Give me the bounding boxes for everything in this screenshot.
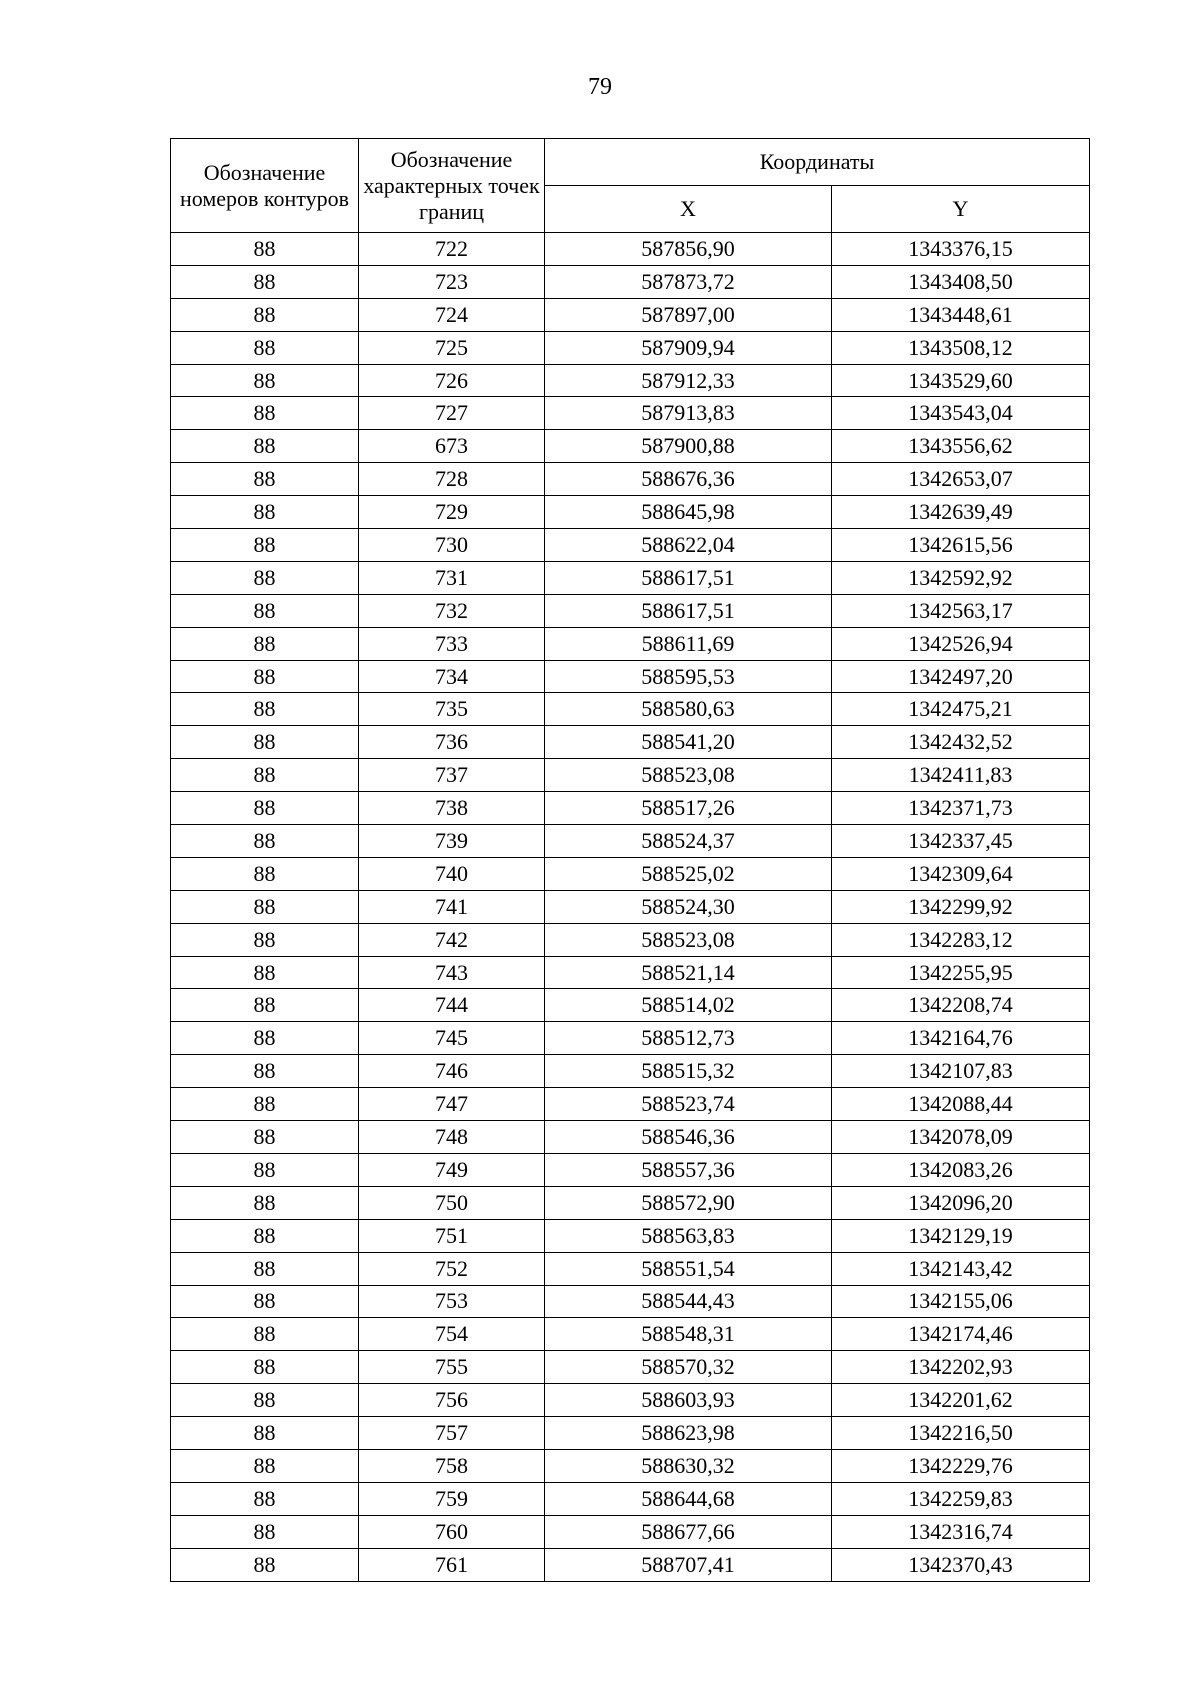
- cell-y: 1342255,95: [832, 956, 1090, 989]
- table-row: [171, 890, 1090, 923]
- cell-contour: 88: [171, 1351, 359, 1384]
- cell-y: 1343529,60: [832, 364, 1090, 397]
- cell-point: 754: [359, 1318, 545, 1351]
- cell-x: 588630,32: [545, 1449, 832, 1482]
- cell-y: 1342337,45: [832, 825, 1090, 858]
- cell-y: 1342229,76: [832, 1449, 1090, 1482]
- cell-point: 752: [359, 1252, 545, 1285]
- cell-point: 747: [359, 1088, 545, 1121]
- cell-point: 742: [359, 923, 545, 956]
- cell-y: 1342371,73: [832, 792, 1090, 825]
- table-row: [171, 1088, 1090, 1121]
- cell-x: 588603,93: [545, 1384, 832, 1417]
- table-row: [171, 265, 1090, 298]
- cell-y: 1342432,52: [832, 726, 1090, 759]
- cell-contour: 88: [171, 1285, 359, 1318]
- cell-x: 588677,66: [545, 1515, 832, 1548]
- table-row: [171, 1055, 1090, 1088]
- cell-point: 673: [359, 430, 545, 463]
- table-row: [171, 1285, 1090, 1318]
- cell-contour: 88: [171, 430, 359, 463]
- cell-y: 1343543,04: [832, 397, 1090, 430]
- cell-contour: 88: [171, 265, 359, 298]
- cell-y: 1342202,93: [832, 1351, 1090, 1384]
- table-row: [171, 1022, 1090, 1055]
- cell-y: 1343448,61: [832, 298, 1090, 331]
- cell-y: 1342615,56: [832, 529, 1090, 562]
- table-row: [171, 298, 1090, 331]
- table-row: [171, 1186, 1090, 1219]
- cell-contour: 88: [171, 956, 359, 989]
- cell-x: 587897,00: [545, 298, 832, 331]
- cell-contour: 88: [171, 1121, 359, 1154]
- table-row: [171, 1351, 1090, 1384]
- cell-contour: 88: [171, 1417, 359, 1450]
- cell-point: 725: [359, 331, 545, 364]
- cell-contour: 88: [171, 364, 359, 397]
- header-y: Y: [832, 186, 1090, 233]
- cell-contour: 88: [171, 660, 359, 693]
- cell-y: 1342370,43: [832, 1548, 1090, 1581]
- cell-x: 588617,51: [545, 594, 832, 627]
- cell-point: 728: [359, 463, 545, 496]
- cell-y: 1342592,92: [832, 561, 1090, 594]
- cell-x: 588521,14: [545, 956, 832, 989]
- cell-contour: 88: [171, 331, 359, 364]
- cell-contour: 88: [171, 1318, 359, 1351]
- cell-y: 1342129,19: [832, 1219, 1090, 1252]
- cell-x: 587909,94: [545, 331, 832, 364]
- cell-y: 1342107,83: [832, 1055, 1090, 1088]
- table-row: [171, 923, 1090, 956]
- header-contour-number: Обозначение номеров контуров: [171, 139, 359, 233]
- cell-x: 587913,83: [545, 397, 832, 430]
- cell-point: 729: [359, 496, 545, 529]
- cell-point: 740: [359, 857, 545, 890]
- table-body: [171, 233, 1090, 1582]
- cell-contour: 88: [171, 857, 359, 890]
- cell-y: 1342096,20: [832, 1186, 1090, 1219]
- cell-x: 588512,73: [545, 1022, 832, 1055]
- cell-contour: 88: [171, 496, 359, 529]
- cell-point: 756: [359, 1384, 545, 1417]
- table-row: [171, 792, 1090, 825]
- cell-x: 588548,31: [545, 1318, 832, 1351]
- cell-y: 1342143,42: [832, 1252, 1090, 1285]
- cell-y: 1342083,26: [832, 1153, 1090, 1186]
- cell-y: 1342078,09: [832, 1121, 1090, 1154]
- cell-point: 744: [359, 989, 545, 1022]
- cell-point: 746: [359, 1055, 545, 1088]
- table-row: [171, 364, 1090, 397]
- cell-x: 588544,43: [545, 1285, 832, 1318]
- cell-point: 743: [359, 956, 545, 989]
- cell-x: 588580,63: [545, 693, 832, 726]
- cell-point: 726: [359, 364, 545, 397]
- table-row: [171, 660, 1090, 693]
- cell-contour: 88: [171, 627, 359, 660]
- table-row: [171, 430, 1090, 463]
- cell-point: 745: [359, 1022, 545, 1055]
- table-row: [171, 1417, 1090, 1450]
- cell-y: 1343556,62: [832, 430, 1090, 463]
- cell-point: 722: [359, 233, 545, 266]
- cell-contour: 88: [171, 726, 359, 759]
- cell-point: 734: [359, 660, 545, 693]
- cell-x: 588570,32: [545, 1351, 832, 1384]
- cell-y: 1342216,50: [832, 1417, 1090, 1450]
- cell-y: 1342208,74: [832, 989, 1090, 1022]
- table-row: [171, 693, 1090, 726]
- cell-x: 587873,72: [545, 265, 832, 298]
- cell-y: 1342411,83: [832, 759, 1090, 792]
- cell-point: 758: [359, 1449, 545, 1482]
- cell-contour: 88: [171, 1252, 359, 1285]
- cell-x: 588557,36: [545, 1153, 832, 1186]
- cell-contour: 88: [171, 298, 359, 331]
- cell-x: 588622,04: [545, 529, 832, 562]
- cell-x: 588525,02: [545, 857, 832, 890]
- table-row: [171, 1318, 1090, 1351]
- table-row: [171, 1219, 1090, 1252]
- cell-x: 588523,74: [545, 1088, 832, 1121]
- cell-x: 588524,37: [545, 825, 832, 858]
- table-row: [171, 759, 1090, 792]
- cell-contour: 88: [171, 923, 359, 956]
- cell-y: 1343508,12: [832, 331, 1090, 364]
- table-row: [171, 825, 1090, 858]
- table-row: [171, 331, 1090, 364]
- cell-x: 588595,53: [545, 660, 832, 693]
- cell-point: 748: [359, 1121, 545, 1154]
- cell-point: 733: [359, 627, 545, 660]
- cell-y: 1343408,50: [832, 265, 1090, 298]
- cell-y: 1342283,12: [832, 923, 1090, 956]
- cell-contour: 88: [171, 1055, 359, 1088]
- cell-point: 741: [359, 890, 545, 923]
- cell-y: 1342088,44: [832, 1088, 1090, 1121]
- cell-x: 588523,08: [545, 759, 832, 792]
- cell-contour: 88: [171, 1449, 359, 1482]
- cell-x: 588514,02: [545, 989, 832, 1022]
- cell-point: 736: [359, 726, 545, 759]
- cell-contour: 88: [171, 1186, 359, 1219]
- cell-point: 738: [359, 792, 545, 825]
- header-coordinates: Координаты: [545, 139, 1090, 186]
- table-row: [171, 1515, 1090, 1548]
- cell-point: 731: [359, 561, 545, 594]
- cell-point: 759: [359, 1482, 545, 1515]
- cell-x: 588541,20: [545, 726, 832, 759]
- table-row: [171, 233, 1090, 266]
- cell-contour: 88: [171, 561, 359, 594]
- cell-y: 1342201,62: [832, 1384, 1090, 1417]
- cell-y: 1342309,64: [832, 857, 1090, 890]
- table-row: [171, 529, 1090, 562]
- table-row: [171, 726, 1090, 759]
- cell-contour: 88: [171, 825, 359, 858]
- cell-point: 723: [359, 265, 545, 298]
- cell-x: 588617,51: [545, 561, 832, 594]
- table-row: [171, 1482, 1090, 1515]
- cell-contour: 88: [171, 1384, 359, 1417]
- cell-contour: 88: [171, 1022, 359, 1055]
- cell-y: 1342639,49: [832, 496, 1090, 529]
- cell-y: 1342526,94: [832, 627, 1090, 660]
- table-row: [171, 1449, 1090, 1482]
- cell-contour: 88: [171, 989, 359, 1022]
- table-row: [171, 956, 1090, 989]
- cell-contour: 88: [171, 693, 359, 726]
- cell-y: 1342259,83: [832, 1482, 1090, 1515]
- table-row: [171, 1252, 1090, 1285]
- cell-point: 760: [359, 1515, 545, 1548]
- table-row: [171, 857, 1090, 890]
- cell-contour: 88: [171, 759, 359, 792]
- cell-contour: 88: [171, 1482, 359, 1515]
- cell-contour: 88: [171, 529, 359, 562]
- page-number: 79: [588, 74, 612, 100]
- table-row: [171, 594, 1090, 627]
- header-boundary-point: Обозначение характерных точек границ: [359, 139, 545, 233]
- cell-contour: 88: [171, 1153, 359, 1186]
- cell-point: 755: [359, 1351, 545, 1384]
- cell-contour: 88: [171, 890, 359, 923]
- cell-x: 588563,83: [545, 1219, 832, 1252]
- cell-x: 588572,90: [545, 1186, 832, 1219]
- cell-x: 588523,08: [545, 923, 832, 956]
- cell-point: 749: [359, 1153, 545, 1186]
- cell-y: 1343376,15: [832, 233, 1090, 266]
- cell-point: 739: [359, 825, 545, 858]
- table-row: [171, 1153, 1090, 1186]
- cell-x: 588623,98: [545, 1417, 832, 1450]
- table-row: [171, 397, 1090, 430]
- cell-y: 1342497,20: [832, 660, 1090, 693]
- cell-y: 1342155,06: [832, 1285, 1090, 1318]
- cell-x: 587856,90: [545, 233, 832, 266]
- table-row: [171, 1121, 1090, 1154]
- table-row: [171, 1548, 1090, 1581]
- cell-x: 587900,88: [545, 430, 832, 463]
- cell-point: 724: [359, 298, 545, 331]
- header-x: X: [545, 186, 832, 233]
- cell-y: 1342563,17: [832, 594, 1090, 627]
- cell-point: 727: [359, 397, 545, 430]
- cell-contour: 88: [171, 594, 359, 627]
- cell-y: 1342164,76: [832, 1022, 1090, 1055]
- cell-x: 588551,54: [545, 1252, 832, 1285]
- cell-x: 588517,26: [545, 792, 832, 825]
- cell-point: 730: [359, 529, 545, 562]
- table-row: [171, 627, 1090, 660]
- cell-y: 1342174,46: [832, 1318, 1090, 1351]
- cell-x: 588515,32: [545, 1055, 832, 1088]
- cell-x: 588611,69: [545, 627, 832, 660]
- cell-x: 587912,33: [545, 364, 832, 397]
- cell-x: 588707,41: [545, 1548, 832, 1581]
- cell-point: 737: [359, 759, 545, 792]
- cell-y: 1342653,07: [832, 463, 1090, 496]
- cell-contour: 88: [171, 1219, 359, 1252]
- cell-x: 588546,36: [545, 1121, 832, 1154]
- table-row: [171, 1384, 1090, 1417]
- cell-x: 588524,30: [545, 890, 832, 923]
- table-row: [171, 989, 1090, 1022]
- cell-y: 1342316,74: [832, 1515, 1090, 1548]
- cell-point: 761: [359, 1548, 545, 1581]
- table-row: [171, 561, 1090, 594]
- cell-point: 757: [359, 1417, 545, 1450]
- table-row: [171, 496, 1090, 529]
- cell-point: 753: [359, 1285, 545, 1318]
- cell-contour: 88: [171, 233, 359, 266]
- coordinates-table: [170, 138, 1090, 1582]
- cell-contour: 88: [171, 792, 359, 825]
- cell-y: 1342475,21: [832, 693, 1090, 726]
- cell-point: 751: [359, 1219, 545, 1252]
- cell-point: 750: [359, 1186, 545, 1219]
- cell-x: 588676,36: [545, 463, 832, 496]
- cell-x: 588644,68: [545, 1482, 832, 1515]
- table-header: [171, 139, 1090, 233]
- cell-x: 588645,98: [545, 496, 832, 529]
- cell-point: 735: [359, 693, 545, 726]
- cell-contour: 88: [171, 1088, 359, 1121]
- cell-contour: 88: [171, 1548, 359, 1581]
- cell-y: 1342299,92: [832, 890, 1090, 923]
- cell-contour: 88: [171, 397, 359, 430]
- cell-point: 732: [359, 594, 545, 627]
- table-row: [171, 463, 1090, 496]
- cell-contour: 88: [171, 463, 359, 496]
- cell-contour: 88: [171, 1515, 359, 1548]
